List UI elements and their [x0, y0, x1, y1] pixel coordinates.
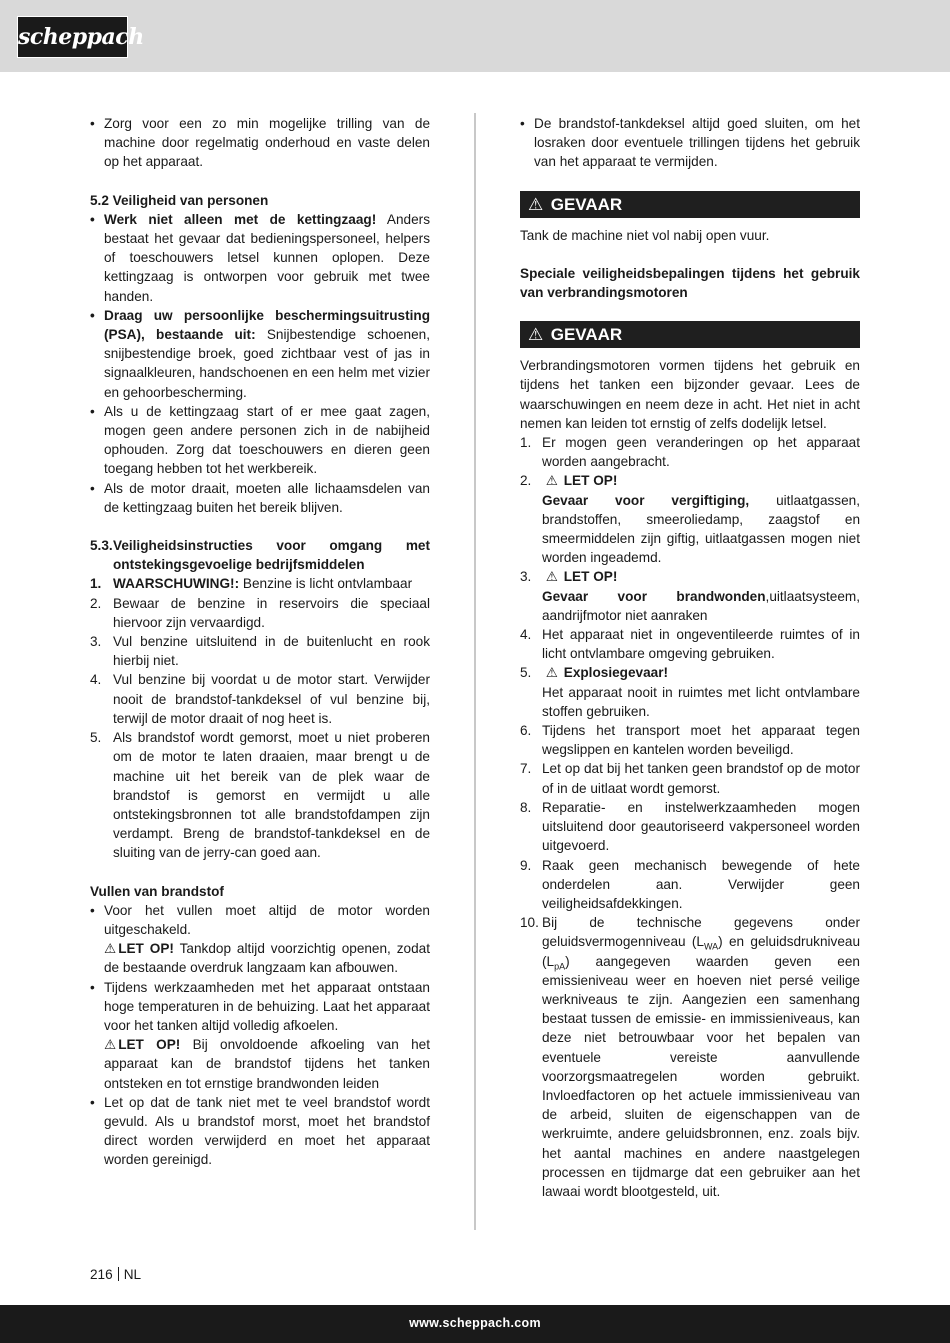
list-item: [520, 798, 860, 856]
list-item: [520, 663, 860, 721]
subscript: WA: [703, 942, 719, 953]
refuel-list: [90, 901, 430, 1170]
section-heading-line: [90, 536, 430, 574]
scheppach-logo: scheppach: [17, 16, 128, 58]
warning-triangle-icon: ⚠: [545, 569, 558, 585]
section-5-2-list: [90, 210, 430, 517]
note-text: Bij onvoldoende afkoeling van het apparaat kan de brandstof tijdens het tanken ontsteken en tot ernstige brandwonden leiden: [104, 1037, 430, 1091]
item-text: Vul benzine uitsluitend in de buitenlucht en rook hierbij niet.: [113, 634, 430, 669]
combustion-safety-list: [520, 433, 860, 1201]
warning-triangle-icon: ⚠: [528, 325, 544, 345]
item-text: Tijdens werkzaamheden met het apparaat ontstaan hoge temperaturen in de behuizing. Laat het apparaat voor het tanken altijd volledig afkoelen.: [104, 979, 430, 1033]
item-text: Het apparaat nooit in ruimtes met licht ontvlambare stoffen gebruiken.: [542, 684, 860, 719]
danger-text: Tank de machine niet vol nabij open vuur.: [520, 227, 770, 243]
item-text: Benzine is licht ontvlambaar: [239, 576, 413, 592]
item-number: 6.: [520, 723, 532, 739]
danger-label: GEVAAR: [550, 194, 623, 214]
item-number: 2.: [520, 473, 532, 489]
list-item: • Let op dat de tank niet met te veel brandstof wordt gevuld. Als u brandstof morst, moet het brandstof direct worden verwijderd en moet het apparaat worden gereinigd.: [90, 1093, 430, 1170]
danger-label: GEVAAR: [550, 325, 623, 345]
item-number: 9.: [520, 857, 532, 873]
intro-list: [520, 114, 860, 172]
item-text: Bewaar de benzine in reservoirs die speciaal hiervoor zijn vervaardigd.: [113, 595, 430, 630]
item-text: Het apparaat niet in ongeventileerde ruimtes of in licht ontvlambare omgeving gebruiken.: [542, 627, 860, 662]
list-item: • Als u de kettingzaag start of er mee gaat zagen, mogen geen andere personen zich in de nabijheid ophouden. Zorg dat toeschouwers en dieren geen toegang hebben tot het werkbereik.: [90, 402, 430, 479]
item-bold-text: Gevaar voor brandwonden: [542, 588, 766, 604]
item-label: LET OP!: [563, 569, 618, 585]
list-item: [520, 913, 860, 1201]
item-label-line: [542, 569, 617, 584]
list-item: [90, 670, 430, 728]
danger-text: Verbrandingsmotoren vormen tijdens het gebruik en tijdens het tanken een bijzonder gevaar. Lees de waarschuwingen en neem deze in acht. Het niet in acht nemen kan leiden tot ernstig of zelfs dodelijk letsel.: [520, 358, 860, 431]
list-item: [90, 210, 430, 306]
footer-url: www.scheppach.com: [409, 1316, 541, 1330]
item-number: 10.: [520, 915, 539, 931]
note-text: Tankdop altijd voorzichtig openen, zodat de bestaande overdruk langzaam kan afbouwen.: [104, 941, 431, 976]
item-text: ) en geluidsdrukniveau (L: [542, 934, 860, 969]
note-label: LET OP!: [118, 1037, 181, 1053]
page-separator: [118, 1267, 119, 1281]
item-number: 8.: [520, 799, 532, 815]
list-item: • Als de motor draait, moeten alle lichaamsdelen van de kettingzaag buiten het bereik blijven.: [90, 479, 430, 517]
section-5-3-heading: [90, 536, 430, 574]
item-bold-text: Draag uw persoonlijke beschermingsuitrusting (PSA), bestaande uit:: [104, 307, 430, 343]
list-item: • Zorg voor een zo min mogelijke trilling van de machine door regelmatig onderhoud en vaste delen op het apparaat.: [90, 114, 430, 172]
footer-bar: [0, 1305, 950, 1343]
section-5-2-heading: 5.2 Veiligheid van personen: [90, 192, 269, 208]
item-number: 3.: [90, 634, 102, 650]
warning-triangle-icon: ⚠: [545, 665, 558, 681]
item-text: Snijbestendige schoenen, snijbestendige broek, goed zichtbaar vest of jas in signaalkleuren, handschoenen en een helm met vizier en gehoorbescherming.: [104, 327, 430, 400]
subscript: pA: [554, 961, 566, 972]
item-text: Vul benzine bij voordat u de motor start. Verwijder nooit de brandstof-tankdeksel of vul benzine bij, terwijl de motor draait of nog heet is.: [113, 672, 430, 726]
list-item: [520, 856, 860, 914]
item-label: Explosiegevaar!: [563, 665, 669, 681]
header-bar: [0, 0, 950, 72]
warning-triangle-icon: ⚠: [104, 1037, 117, 1053]
item-text: ) aangegeven waarden geven een emissieniveau weer en hoeven niet persé veilige werkniveaus te zijn. Aangezien een samenhang bestaat tussen de emissie- en immissieniveaus, kan deze niet betrouwbaar voor het bepalen van eventuele vereiste aanvullende voorzorgsmaatregelen worden gebruikt. Invloedfactoren op het actuele immissieniveau van de arbeid, sluiten de eigenschappen van de werkruimte, andere geluidsbronnen, enz. zoals bijv. het aantal machines en andere naastgelegen processen en tijdmarge dat een gebruiker aan het lawaai wordt blootgesteld, uit.: [542, 953, 860, 1199]
special-heading: Speciale veiligheidsbepalingen tijdens het gebruik van verbrandingsmotoren: [520, 265, 860, 301]
section-title: Veiligheidsinstructies voor omgang met ontstekingsgevoelige bedrijfsmiddelen: [113, 538, 430, 573]
danger-banner: [520, 321, 860, 348]
list-item: [90, 632, 430, 670]
list-item: [90, 728, 430, 862]
list-item: • De brandstof-tankdeksel altijd goed sluiten, om het losraken door eventuele trillingen tijdens het gebruik van het apparaat te vermijden.: [520, 114, 860, 172]
item-number: 7.: [520, 761, 532, 777]
item-text: ,uitlaatsysteem, aandrijfmotor niet aanraken: [542, 588, 860, 623]
item-number: 5.: [90, 730, 102, 746]
item-label-line: [542, 473, 617, 488]
danger-banner: [520, 191, 860, 218]
warning-triangle-icon: ⚠: [104, 941, 117, 957]
item-text: Bij de technische gegevens onder geluidsvermogenniveau (L: [542, 915, 860, 950]
right-column: [520, 114, 860, 1201]
list-item: [520, 625, 860, 663]
column-divider: [474, 113, 476, 1230]
item-number: 4.: [520, 627, 532, 643]
item-number: 1.: [520, 435, 532, 451]
page-number-value: 216: [90, 1267, 113, 1282]
warning-triangle-icon: ⚠: [528, 194, 544, 214]
left-column: [90, 114, 430, 1170]
item-number: 5.: [520, 665, 532, 681]
intro-list: [90, 114, 430, 172]
page-number: [90, 1265, 141, 1284]
list-item: [90, 306, 430, 402]
list-item: [520, 471, 860, 567]
item-text: Er mogen geen veranderingen op het apparaat worden aangebracht.: [542, 435, 860, 470]
item-bold-text: Werk niet alleen met de kettingzaag!: [104, 211, 377, 227]
refuel-heading: Vullen van brandstof: [90, 883, 224, 899]
section-5-3-list: [90, 574, 430, 862]
list-item: [90, 574, 430, 593]
list-item: [90, 594, 430, 632]
item-label-line: [542, 665, 668, 680]
item-text: Raak geen mechanisch bewegende of hete onderdelen aan. Verwijder geen veiligheidsafdekkingen.: [542, 857, 860, 911]
item-label: LET OP!: [563, 473, 618, 489]
language-code: NL: [123, 1267, 142, 1282]
warning-triangle-icon: ⚠: [545, 473, 558, 489]
list-item: [520, 759, 860, 797]
item-text: uitlaatgassen, brandstoffen, smeeroliedamp, zaagstof en smeermiddelen zijn giftig, uitlaatgassen mogen niet worden ingeademd.: [542, 492, 860, 566]
item-text: Reparatie- en instelwerkzaamheden mogen uitsluitend door geautoriseerd vakpersoneel worden uitgevoerd.: [542, 799, 860, 854]
list-item: [90, 901, 430, 978]
list-item: [520, 721, 860, 759]
list-item: [520, 567, 860, 625]
item-number: 1.: [90, 576, 102, 592]
item-number: 4.: [90, 672, 102, 688]
item-bold-text: WAARSCHUWING!:: [113, 576, 240, 592]
section-number: 5.3.: [90, 538, 113, 554]
item-text: Anders bestaat het gevaar dat bedieningspersoneel, helpers of toeschouwers letsel kunnen oplopen. Deze kettingzaag is ontworpen voor gebruik met twee handen.: [104, 211, 430, 304]
item-text: Als brandstof wordt gemorst, moet u niet proberen om de motor te laten draaien, maar brengt u de machine uit het bereik van de plek waar de brandstof is gemorst en vermijdt u alle ontstekingsbronnen tot alle brandstofdampen zijn verdampt. Breng de brandstof-tankdeksel en de sluiting van de jerry-can goed aan.: [113, 730, 430, 861]
item-text: Voor het vullen moet altijd de motor worden uitgeschakeld.: [104, 902, 430, 937]
item-text: Let op dat bij het tanken geen brandstof op de motor of in de uitlaat wordt gemorst.: [542, 761, 860, 796]
item-number: 2.: [90, 595, 102, 611]
note-label: LET OP!: [118, 941, 174, 957]
list-item: [90, 978, 430, 1093]
item-text: Tijdens het transport moet het apparaat tegen wegslippen en kantelen worden beveiligd.: [542, 723, 860, 758]
list-item: [520, 433, 860, 471]
item-number: 3.: [520, 569, 532, 585]
item-bold-text: Gevaar voor vergiftiging,: [542, 492, 750, 508]
